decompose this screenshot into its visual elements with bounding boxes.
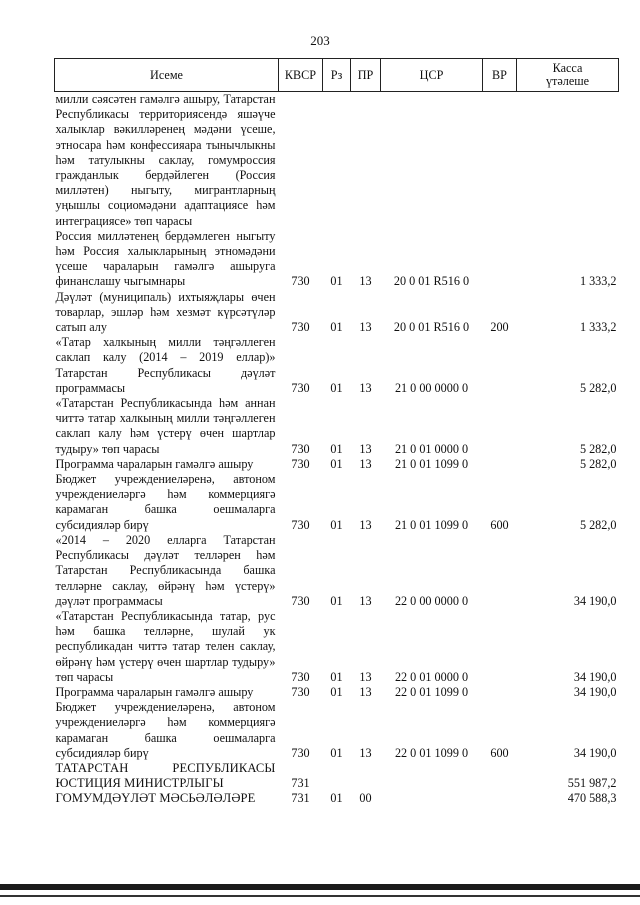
cell-pr: 13 bbox=[359, 441, 372, 456]
cell-pr bbox=[351, 761, 381, 791]
cell-pr: 00 bbox=[359, 791, 372, 806]
cell-csr: 22 0 01 1099 0 bbox=[394, 684, 469, 699]
cell-pr: 13 bbox=[359, 517, 372, 532]
header-pr: ПР bbox=[351, 59, 381, 92]
cell-name: «2014 – 2020 елларга Татарстан Республикасы дәүләт телләрен һәм Татарстан Республикасында башка телләрне саклау, өйрәнү һәм үстерү» дәүләт программасы bbox=[55, 532, 276, 608]
cell-csr: 20 0 01 R516 0 bbox=[393, 274, 470, 289]
cell-name: Россия милләтенең бердәмлеген ныгыту һәм Россия халыкларының этномәдәни үсеше чараларын гамәлгә ашыруга финанслашу чыгымнары bbox=[55, 228, 276, 289]
cell-vr bbox=[483, 761, 517, 791]
cell-kvsr: 730 bbox=[291, 380, 310, 395]
cell-vr bbox=[483, 396, 517, 457]
cell-kvsr: 730 bbox=[291, 320, 310, 335]
cell-vr bbox=[483, 609, 517, 685]
cell-csr: 21 0 00 0000 0 bbox=[394, 380, 469, 395]
cell-sum: 470 588,3 bbox=[567, 791, 617, 806]
cell-rz: 01 bbox=[330, 320, 343, 335]
cell-rz bbox=[323, 92, 351, 229]
cell-pr bbox=[351, 92, 381, 229]
cell-vr bbox=[483, 335, 517, 396]
cell-vr bbox=[483, 533, 517, 609]
table-row bbox=[55, 92, 619, 229]
table-row bbox=[55, 335, 619, 396]
cell-sum: 34 190,0 bbox=[573, 745, 617, 760]
header-name: Исеме bbox=[55, 59, 279, 92]
cell-vr bbox=[483, 791, 517, 806]
cell-csr: 20 0 01 R516 0 bbox=[393, 320, 470, 335]
cell-rz: 01 bbox=[330, 456, 343, 471]
cell-kvsr: 730 bbox=[291, 441, 310, 456]
cell-csr: 22 0 01 0000 0 bbox=[394, 669, 469, 684]
cell-rz: 01 bbox=[330, 684, 343, 699]
cell-vr: 600 bbox=[490, 745, 509, 760]
cell-pr: 13 bbox=[359, 456, 372, 471]
cell-vr bbox=[483, 92, 517, 229]
cell-pr: 13 bbox=[359, 380, 372, 395]
cell-rz: 01 bbox=[330, 274, 343, 289]
cell-pr: 13 bbox=[359, 669, 372, 684]
cell-name: «Татарстан Республикасында татар, рус һәм башка телләрне, шулай ук республикадан читтә татар телен саклау, өйрәнү һәм үстерү өчен шартлар тудыру» төп чарасы bbox=[55, 608, 276, 684]
table-row bbox=[55, 533, 619, 609]
table-row bbox=[55, 761, 619, 791]
cell-pr: 13 bbox=[359, 745, 372, 760]
cell-pr: 13 bbox=[359, 274, 372, 289]
budget-table bbox=[54, 58, 619, 807]
header-csr: ЦСР bbox=[381, 59, 483, 92]
cell-csr: 22 0 01 1099 0 bbox=[394, 745, 469, 760]
header-vr: ВР bbox=[483, 59, 517, 92]
cell-name: Бюджет учреждениеләренә, автоном учреждениеләргә һәм коммерциягә карамаган башка оешмаларга субсидияләр бирү bbox=[55, 700, 276, 760]
cell-sum: 5 282,0 bbox=[579, 517, 617, 532]
table-row bbox=[55, 609, 619, 685]
header-rz: Рз bbox=[323, 59, 351, 92]
cell-name: ТАТАРСТАН РЕСПУБЛИКАСЫ ЮСТИЦИЯ МИНИСТРЛЫГЫ bbox=[55, 760, 276, 791]
cell-csr bbox=[381, 92, 483, 229]
cell-sum: 551 987,2 bbox=[567, 776, 617, 791]
cell-sum: 5 282,0 bbox=[579, 441, 617, 456]
table-header-row bbox=[55, 59, 619, 92]
cell-kvsr: 730 bbox=[291, 745, 310, 760]
cell-sum: 1 333,2 bbox=[579, 320, 617, 335]
cell-vr bbox=[483, 229, 517, 290]
header-kassa bbox=[517, 59, 619, 92]
cell-kvsr: 730 bbox=[291, 669, 310, 684]
cell-name: Дәүләт (муниципаль) ихтыяҗлары өчен товарлар, эшләр һәм хезмәт күрсәтүләр сатып алу bbox=[55, 289, 276, 335]
cell-csr bbox=[381, 761, 483, 791]
cell-vr bbox=[483, 685, 517, 700]
cell-name: «Татар халкының милли тәңгәллеген саклап калу (2014 – 2019 еллар)» Татарстан Республикасы дәүләт программасы bbox=[55, 335, 276, 395]
scan-edge-bar bbox=[0, 884, 640, 890]
cell-name: ГОМУМДӘҮЛӘТ МӘСЬӘЛӘЛӘРЕ bbox=[55, 791, 256, 806]
cell-name: милли сәясәтен гамәлгә ашыру, Татарстан Республикасы территориясендә яшәүче халыклар вәкилләренең мәдәни үсеше, этносара һәм конфессияара тынычлыкны һәм татулыкны саклау, гомумроссия гражданлык бердәйлеген (Россия милләтен) ныгыту, мигрантларның уңышлы социомәдәни адаптациясе һәм интеграциясе» төп чарасы bbox=[55, 92, 276, 228]
cell-rz: 01 bbox=[330, 791, 343, 806]
cell-sum: 5 282,0 bbox=[579, 456, 617, 471]
cell-csr: 21 0 01 1099 0 bbox=[394, 456, 469, 471]
cell-rz: 01 bbox=[330, 669, 343, 684]
cell-sum bbox=[517, 92, 619, 229]
cell-csr: 22 0 00 0000 0 bbox=[394, 593, 469, 608]
table-row bbox=[55, 229, 619, 290]
header-kassa-line1: Касса bbox=[552, 61, 583, 75]
cell-kvsr: 730 bbox=[291, 456, 310, 471]
cell-kvsr: 731 bbox=[291, 776, 310, 791]
header-kassa-line2: үтәлеше bbox=[545, 74, 590, 88]
cell-sum: 34 190,0 bbox=[573, 669, 617, 684]
cell-name: «Татарстан Республикасында һәм аннан читтә татар халкының милли тәңгәллеген саклап калу һәм үстерү өчен шартлар тудыру» төп чарасы bbox=[55, 396, 276, 456]
cell-rz: 01 bbox=[330, 441, 343, 456]
cell-rz: 01 bbox=[330, 517, 343, 532]
cell-csr: 21 0 01 1099 0 bbox=[394, 517, 469, 532]
cell-sum: 34 190,0 bbox=[573, 684, 617, 699]
cell-vr: 600 bbox=[490, 517, 509, 532]
cell-kvsr bbox=[279, 92, 323, 229]
table-row bbox=[55, 685, 619, 700]
cell-sum: 5 282,0 bbox=[579, 380, 617, 395]
cell-vr bbox=[483, 457, 517, 472]
cell-name: Программа чараларын гамәлгә ашыру bbox=[55, 456, 254, 471]
cell-kvsr: 731 bbox=[291, 791, 310, 806]
cell-name: Программа чараларын гамәлгә ашыру bbox=[55, 684, 254, 699]
cell-pr: 13 bbox=[359, 684, 372, 699]
cell-kvsr: 730 bbox=[291, 593, 310, 608]
cell-pr: 13 bbox=[359, 320, 372, 335]
table-row bbox=[55, 791, 619, 806]
page-number: 203 bbox=[310, 33, 330, 48]
scan-edge-line bbox=[0, 895, 640, 897]
cell-name: Бюджет учреждениеләренә, автоном учреждениеләргә һәм коммерциягә карамаган башка оешмаларга субсидияләр бирү bbox=[55, 472, 276, 532]
table-row bbox=[55, 290, 619, 336]
table-row bbox=[55, 457, 619, 472]
cell-rz bbox=[323, 761, 351, 791]
cell-kvsr: 730 bbox=[291, 684, 310, 699]
cell-vr: 200 bbox=[490, 320, 509, 335]
cell-rz: 01 bbox=[330, 380, 343, 395]
cell-sum: 1 333,2 bbox=[579, 274, 617, 289]
cell-kvsr: 730 bbox=[291, 517, 310, 532]
cell-rz: 01 bbox=[330, 593, 343, 608]
cell-sum: 34 190,0 bbox=[573, 593, 617, 608]
cell-csr: 21 0 01 0000 0 bbox=[394, 441, 469, 456]
table-row bbox=[55, 700, 619, 761]
cell-rz: 01 bbox=[330, 745, 343, 760]
header-kvsr: КВСР bbox=[279, 59, 323, 92]
cell-pr: 13 bbox=[359, 593, 372, 608]
table-row bbox=[55, 396, 619, 457]
cell-csr bbox=[381, 791, 483, 806]
cell-kvsr: 730 bbox=[291, 274, 310, 289]
table-row bbox=[55, 472, 619, 533]
